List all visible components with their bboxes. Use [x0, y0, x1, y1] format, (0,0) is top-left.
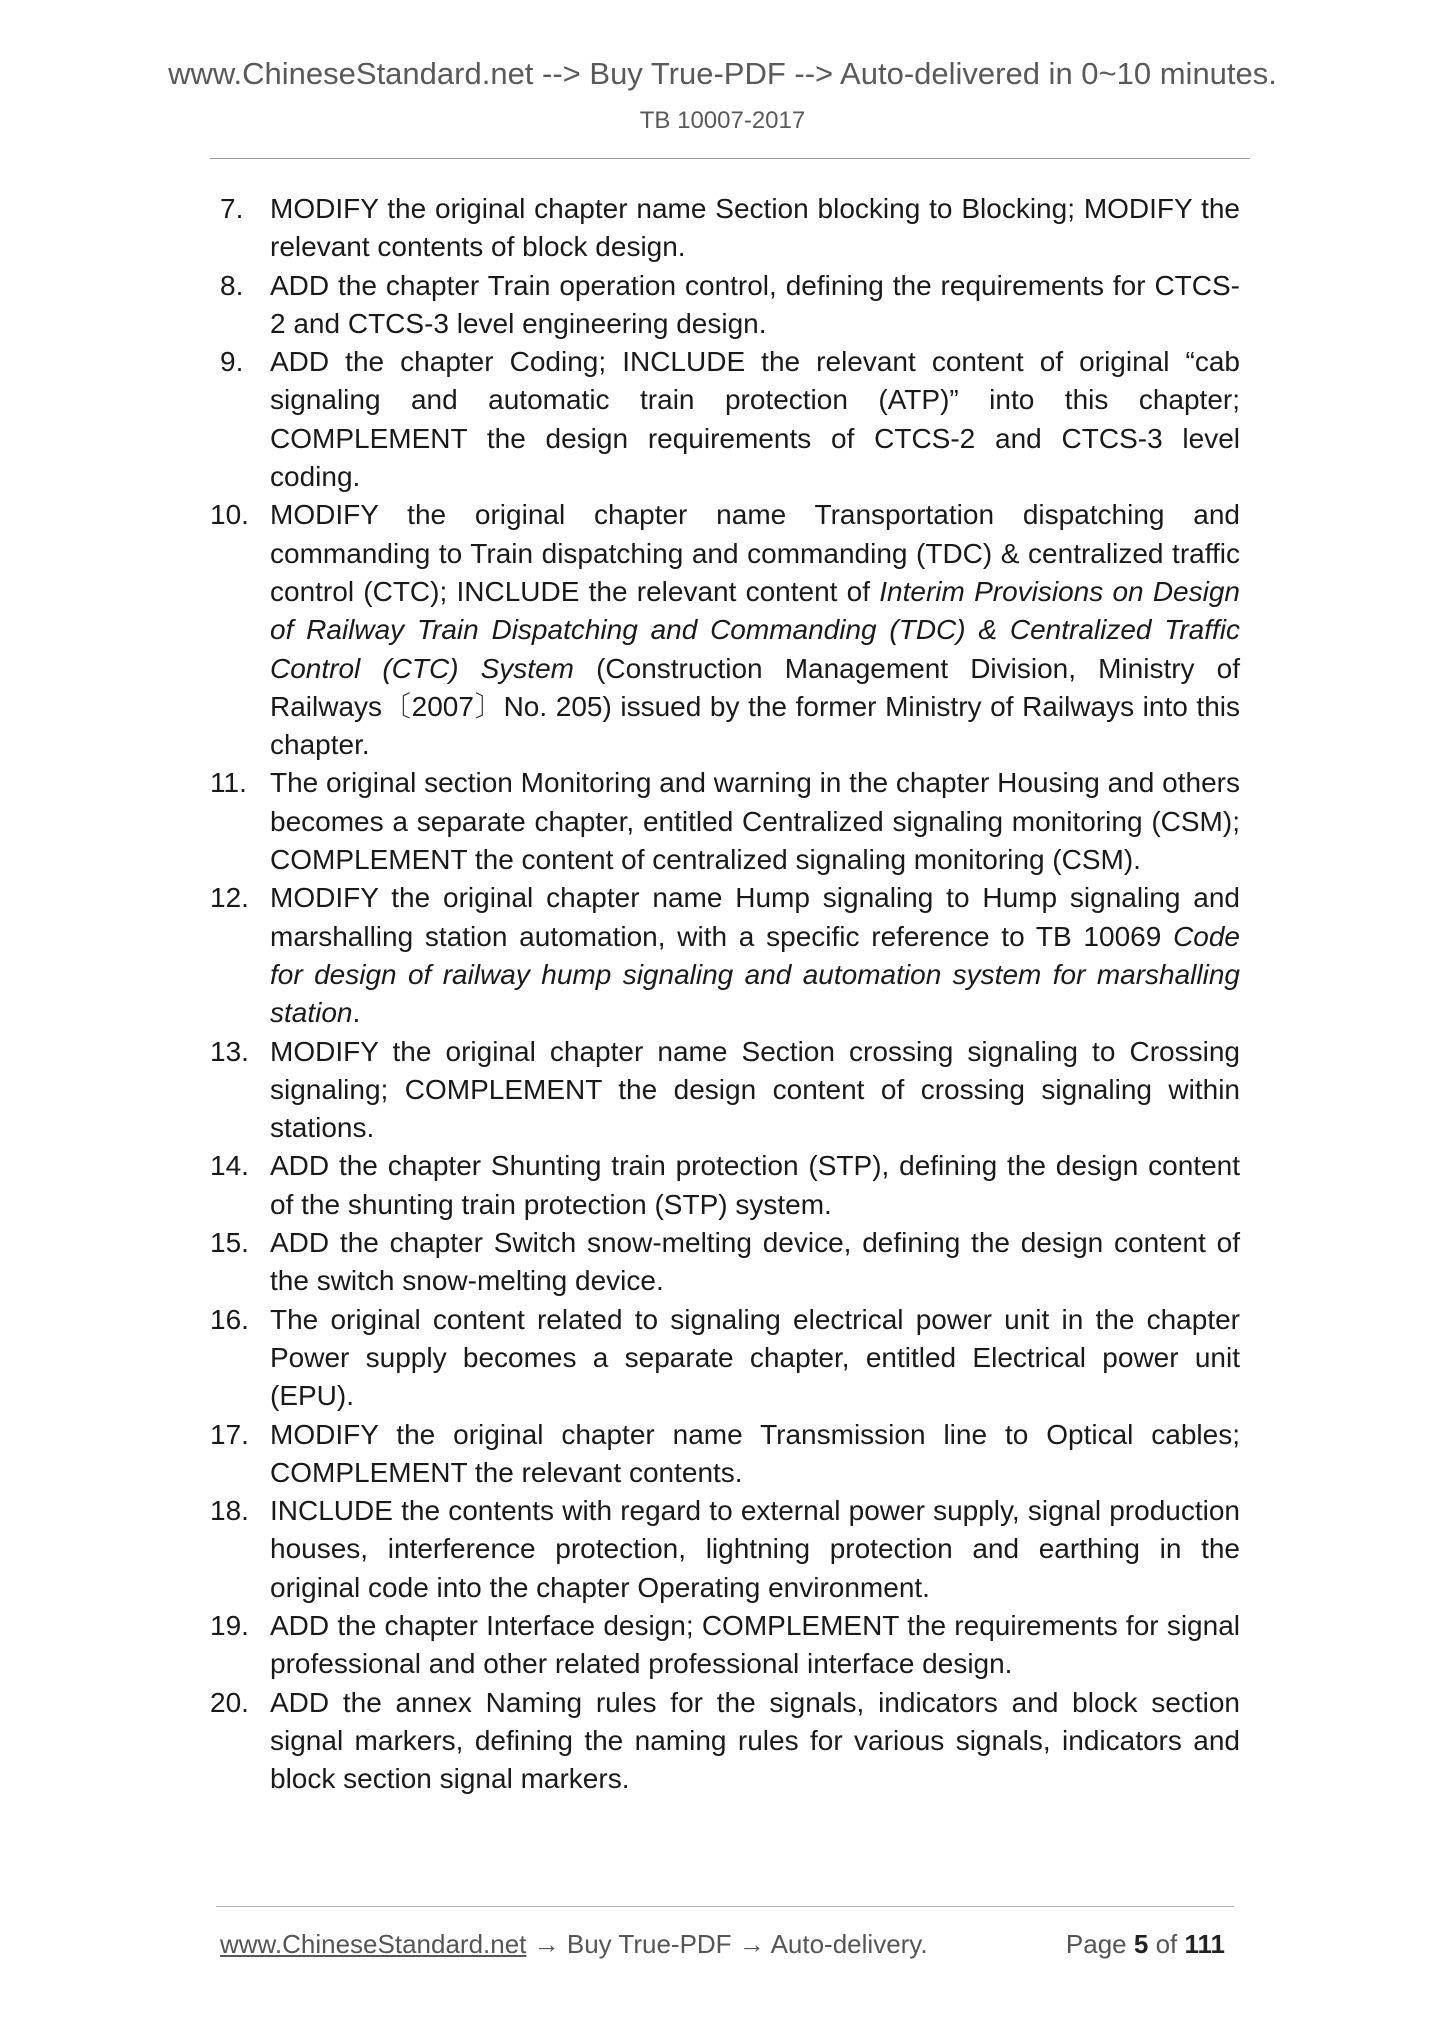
item-number: 15.	[210, 1227, 249, 1259]
list-item	[210, 1492, 1240, 1607]
item-text: INCLUDE the contents with regard to external power supply, signal production houses, interference protection, lightning protection and earthing in the original code into the chapter Operating environment.	[270, 1495, 1240, 1603]
item-text: ADD the chapter Shunting train protection (STP), defining the design content of the shunting train protection (STP) system.	[270, 1150, 1240, 1220]
item-number: 12.	[210, 882, 249, 914]
item-number: 10.	[210, 499, 249, 531]
page-of: of	[1148, 1929, 1185, 1959]
revision-list	[210, 190, 1240, 1798]
item-number: 8.	[220, 269, 244, 301]
list-item	[210, 764, 1240, 879]
list-item	[210, 1684, 1240, 1799]
item-text: ADD the annex Naming rules for the signals, indicators and block section signal markers, defining the naming rules for various signals, indicators and block section signal markers.	[270, 1686, 1240, 1795]
list-item	[210, 879, 1240, 1032]
item-text: ADD the chapter Switch snow-melting device, defining the design content of the switch snow-melting device.	[270, 1227, 1240, 1297]
standard-number: TB 10007-2017	[639, 107, 806, 134]
list-item	[210, 1416, 1240, 1493]
page-current: 5	[1133, 1929, 1149, 1959]
item-text: .	[352, 997, 361, 1029]
item-text: The original content related to signaling electrical power unit in the chapter Power supply becomes a separate chapter, entitled Electrical power unit (EPU).	[270, 1303, 1240, 1412]
page-total: 111	[1184, 1929, 1225, 1959]
item-number: 16.	[210, 1303, 249, 1335]
item-text: MODIFY the original chapter name Hump signaling to Hump signaling and marshalling station automation, with a specific reference to TB 10069	[270, 882, 1240, 952]
item-number: 20.	[210, 1686, 249, 1718]
item-number: 9.	[220, 346, 244, 378]
item-text: MODIFY the original chapter name Section blocking to Blocking; MODIFY the relevant contents of block design.	[270, 193, 1240, 263]
list-item	[210, 1147, 1240, 1224]
list-item	[210, 190, 1240, 267]
list-item	[210, 496, 1240, 764]
list-item	[210, 267, 1240, 344]
item-text: ADD the chapter Train operation control, defining the requirements for CTCS-2 and CTCS-3 level engineering design.	[270, 269, 1240, 339]
item-text-italic: Code for design of railway hump signaling and automation system for marshalling station	[270, 920, 1240, 1029]
item-text: MODIFY the original chapter name Transmission line to Optical cables; COMPLEMENT the relevant contents.	[270, 1418, 1240, 1488]
item-number: 19.	[210, 1609, 249, 1641]
item-number: 13.	[210, 1035, 249, 1067]
item-number: 7.	[220, 193, 244, 224]
list-item	[210, 1033, 1240, 1148]
item-number: 14.	[210, 1150, 249, 1182]
item-number: 18.	[210, 1495, 249, 1527]
header-divider	[210, 158, 1250, 159]
item-number: 11.	[210, 767, 247, 799]
header-banner: www.ChineseStandard.net --> Buy True-PDF --> Auto-delivered in 0~10 minutes.	[168, 56, 1277, 91]
list-item	[210, 1224, 1240, 1301]
item-text: MODIFY the original chapter name Transportation dispatching and commanding to Train dispatching and commanding (TDC) & centralized traffic control (CTC); INCLUDE the relevant content of	[270, 499, 1240, 607]
footer-site-link[interactable]: www.ChineseStandard.net	[220, 1929, 527, 1959]
item-text-italic: Interim Provisions on Design of Railway Train Dispatching and Commanding (TDC) & Centralized Traffic Control (CTC) System	[270, 575, 1240, 684]
item-text: MODIFY the original chapter name Section crossing signaling to Crossing signaling; COMPLEMENT the design content of crossing signaling within stations.	[270, 1035, 1240, 1144]
page-prefix: Page	[1065, 1929, 1134, 1959]
list-item	[210, 1607, 1240, 1684]
list-item	[210, 1301, 1240, 1416]
item-text: ADD the chapter Coding; INCLUDE the relevant content of original “cab signaling and automatic train protection (ATP)” into this chapter; COMPLEMENT the design requirements of CTCS-2 and CTCS-3 level coding.	[270, 346, 1240, 493]
footer-divider	[216, 1906, 1234, 1907]
page-indicator	[1066, 1928, 1225, 1960]
item-text: The original section Monitoring and warning in the chapter Housing and others becomes a separate chapter, entitled Centralized signaling monitoring (CSM); COMPLEMENT the content of centralized signaling monitoring (CSM).	[270, 767, 1240, 876]
footer-links	[220, 1928, 928, 1960]
footer-nav-text: → Buy True-PDF → Auto-delivery.	[526, 1929, 928, 1959]
list-item	[210, 343, 1240, 496]
item-text: (Construction Management Division, Ministry of Railways〔2007〕No. 205) issued by the former Ministry of Railways into this chapter.	[270, 652, 1240, 761]
item-number: 17.	[210, 1418, 249, 1450]
item-text: ADD the chapter Interface design; COMPLEMENT the requirements for signal professional and other related professional interface design.	[270, 1609, 1240, 1680]
